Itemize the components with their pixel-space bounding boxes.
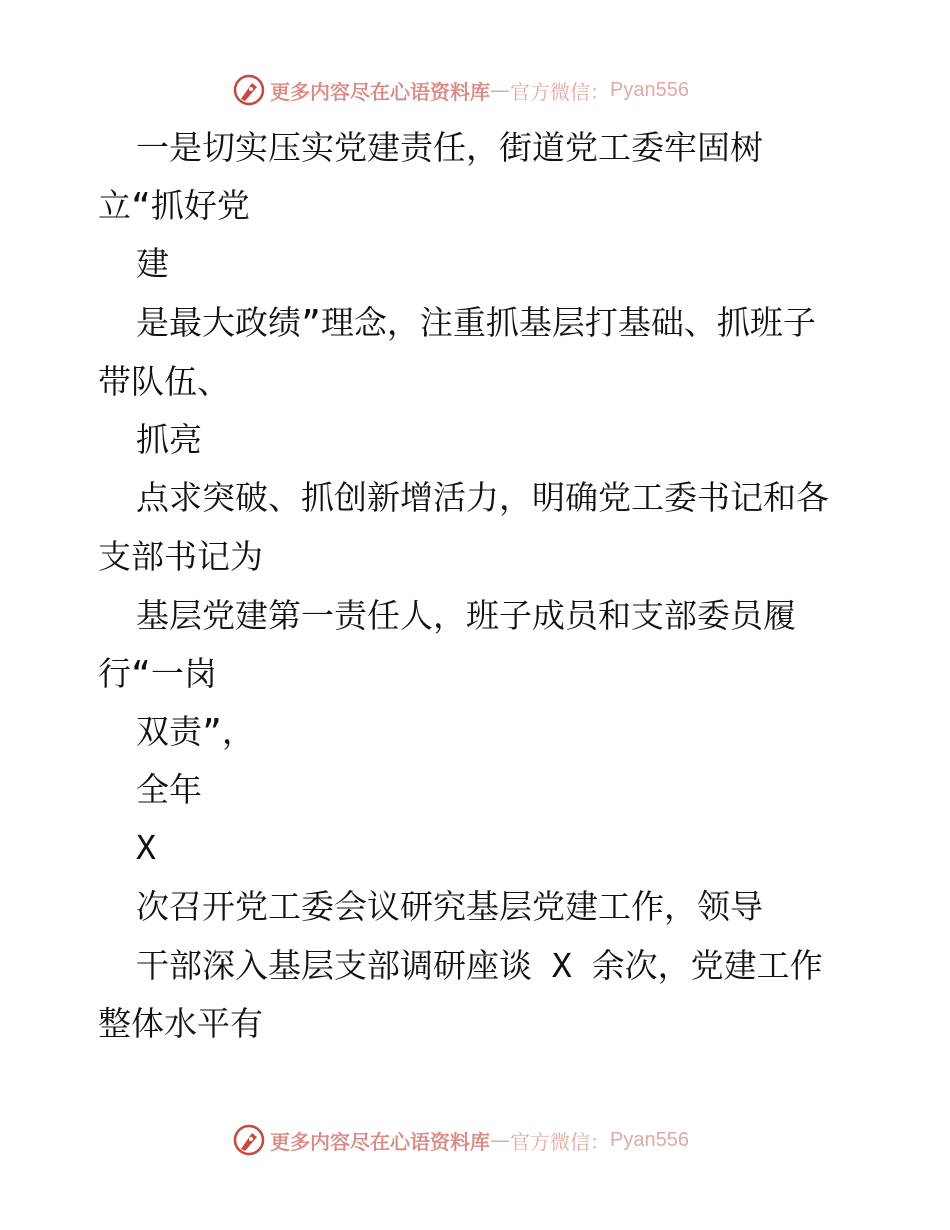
body-line: 行“一岗 [98,654,217,693]
body-line: 立“抓好党 [98,186,250,225]
watermark-dash: — [490,78,510,102]
body-line: 抓亮 [136,420,202,459]
watermark-wechat-id: Pyan556 [610,1128,689,1151]
body-line: 建 [136,244,169,283]
watermark-wechat-id: Pyan556 [610,78,689,101]
pen-nib-logo-icon [232,1123,266,1157]
body-line: 干部深入基层支部调研座谈 X 余次，党建工作 [136,946,823,985]
body-line: 带队伍、 [98,362,230,401]
body-line: 全年 [136,770,202,809]
body-line: 整体水平有 [98,1004,263,1043]
body-line: 一是切实压实党建责任，街道党工委牢固树 [136,128,763,167]
body-line: 次召开党工委会议研究基层党建工作，领导 [136,887,763,926]
body-line: 支部书记为 [98,537,263,576]
body-line: 双责”， [136,712,255,751]
watermark-brand: 更多内容尽在心语资料库 [270,79,490,104]
watermark-dash: — [490,1128,510,1152]
body-line: X [136,828,156,867]
watermark-label: 官方微信： [510,79,610,104]
footer-watermark [232,1122,689,1158]
body-line: 是最大政绩”理念，注重抓基层打基础、抓班子 [136,303,816,342]
pen-nib-logo-icon [232,73,266,107]
body-line: 点求突破、抓创新增活力，明确党工委书记和各 [136,478,829,517]
watermark-label: 官方微信： [510,1129,610,1154]
body-line: 基层党建第一责任人，班子成员和支部委员履 [136,596,796,635]
watermark-brand: 更多内容尽在心语资料库 [270,1129,490,1154]
header-watermark [232,72,689,108]
